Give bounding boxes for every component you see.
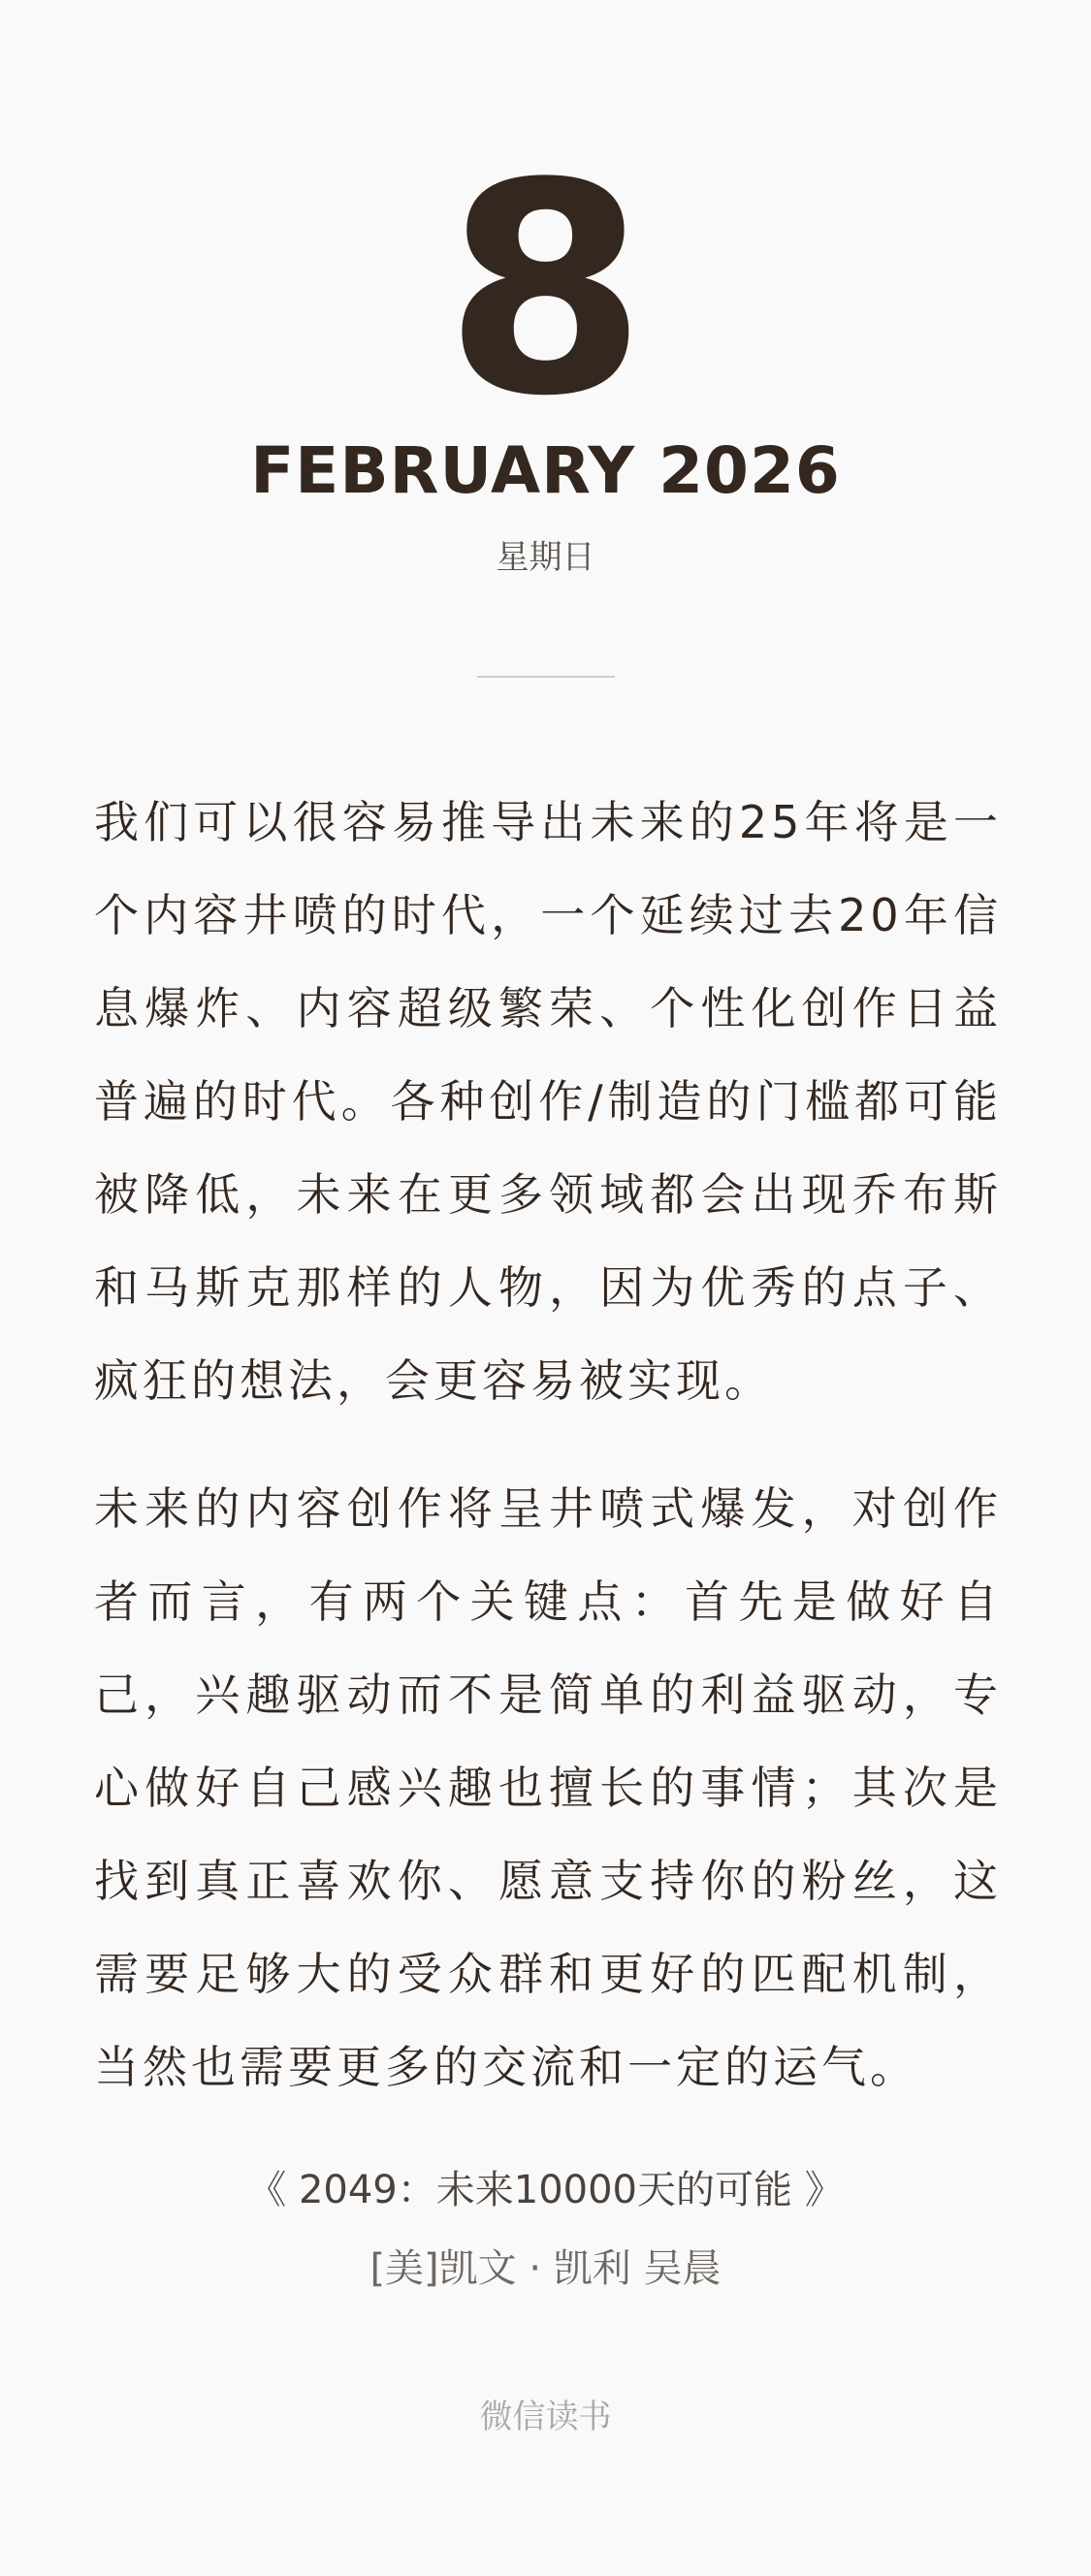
book-title: 《 2049：未来10000天的可能 》 xyxy=(247,2168,844,2212)
date-day: 8 xyxy=(444,121,647,460)
app-name: 微信读书 xyxy=(479,2398,612,2436)
book-authors: [美]凯文 · 凯利 吴晨 xyxy=(369,2246,722,2291)
date-month-year: FEBRUARY 2026 xyxy=(250,433,841,508)
quote-paragraph-2: 未来的内容创作将呈井喷式爆发，对创作者而言，有两个关键点：首先是做好自己，兴趣驱动而不是简单的利益驱动，专心做好自己感兴趣也擅长的事情；其次是找到真正喜欢你、愿意支持你的粉丝，这需要足够大的受众群和更好的匹配机制，当然也需要更多的交流和一定的运气。 xyxy=(94,1482,1002,2093)
quote-paragraph-1: 我们可以很容易推导出未来的25年将是一个内容井喷的时代，一个延续过去20年信息爆炸、内容超级繁荣、个性化创作日益普遍的时代。各种创作/制造的门槛都可能被降低，未来在更多领域都会出现乔布斯和马斯克那样的人物，因为优秀的点子、疯狂的想法，会更容易被实现。 xyxy=(94,796,1002,1407)
quote-text xyxy=(94,776,1002,2114)
divider xyxy=(477,676,615,678)
date-weekday: 星期日 xyxy=(496,538,595,577)
